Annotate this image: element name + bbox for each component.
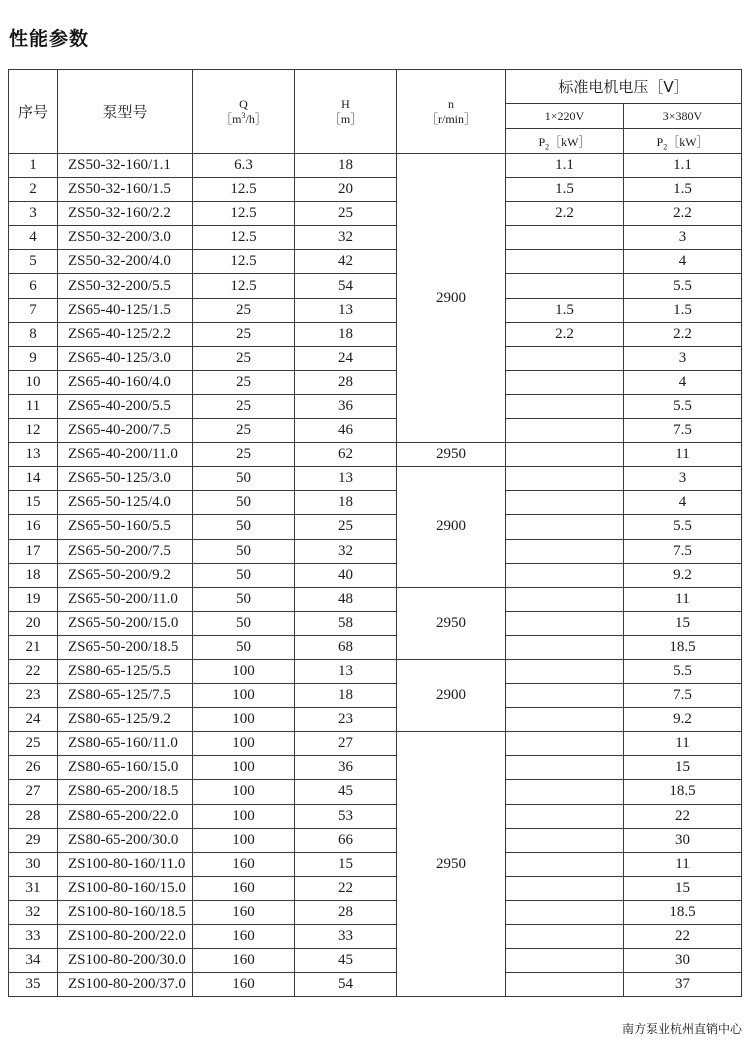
cell-head: 18	[295, 684, 397, 708]
header-voltage-group: 标准电机电压［V］	[506, 70, 742, 104]
cell-model: ZS100-80-200/22.0	[58, 925, 193, 949]
cell-head: 28	[295, 900, 397, 924]
speed-symbol: n	[448, 96, 454, 111]
cell-head: 46	[295, 419, 397, 443]
cell-power-1x220	[506, 394, 624, 418]
cell-power-1x220	[506, 973, 624, 997]
cell-model: ZS80-65-125/9.2	[58, 708, 193, 732]
header-speed	[397, 70, 506, 154]
cell-model: ZS65-40-125/2.2	[58, 322, 193, 346]
cell-seq: 32	[9, 900, 58, 924]
cell-flow: 12.5	[193, 250, 295, 274]
cell-power-1x220	[506, 587, 624, 611]
table-row	[9, 732, 742, 756]
cell-power-1x220	[506, 708, 624, 732]
cell-flow: 25	[193, 419, 295, 443]
cell-speed: 2950	[397, 443, 506, 467]
cell-model: ZS65-50-200/15.0	[58, 611, 193, 635]
cell-power-3x380: 15	[624, 611, 742, 635]
cell-flow: 160	[193, 852, 295, 876]
cell-flow: 50	[193, 491, 295, 515]
table-row	[9, 684, 742, 708]
table-row	[9, 828, 742, 852]
cell-head: 24	[295, 346, 397, 370]
cell-power-1x220: 1.1	[506, 154, 624, 178]
cell-power-3x380: 7.5	[624, 419, 742, 443]
cell-flow: 100	[193, 659, 295, 683]
cell-power-3x380: 4	[624, 491, 742, 515]
cell-seq: 1	[9, 154, 58, 178]
table-row	[9, 515, 742, 539]
cell-power-3x380: 5.5	[624, 274, 742, 298]
cell-seq: 16	[9, 515, 58, 539]
cell-power-3x380: 18.5	[624, 780, 742, 804]
cell-power-3x380: 3	[624, 226, 742, 250]
cell-model: ZS65-50-125/4.0	[58, 491, 193, 515]
table-row	[9, 876, 742, 900]
cell-seq: 18	[9, 563, 58, 587]
table-row	[9, 804, 742, 828]
cell-seq: 3	[9, 202, 58, 226]
cell-flow: 50	[193, 611, 295, 635]
cell-head: 42	[295, 250, 397, 274]
cell-seq: 7	[9, 298, 58, 322]
cell-seq: 33	[9, 925, 58, 949]
cell-power-3x380: 9.2	[624, 563, 742, 587]
cell-flow: 50	[193, 587, 295, 611]
cell-seq: 17	[9, 539, 58, 563]
cell-model: ZS65-40-200/5.5	[58, 394, 193, 418]
table-row	[9, 973, 742, 997]
page-title: 性能参数	[9, 28, 90, 50]
table-row	[9, 611, 742, 635]
table-row	[9, 635, 742, 659]
cell-seq: 4	[9, 226, 58, 250]
cell-model: ZS65-40-200/7.5	[58, 419, 193, 443]
cell-head: 45	[295, 949, 397, 973]
cell-power-3x380: 37	[624, 973, 742, 997]
cell-model: ZS80-65-125/7.5	[58, 684, 193, 708]
cell-seq: 8	[9, 322, 58, 346]
cell-power-3x380: 5.5	[624, 659, 742, 683]
cell-seq: 14	[9, 467, 58, 491]
cell-speed: 2900	[397, 154, 506, 443]
cell-model: ZS65-40-125/1.5	[58, 298, 193, 322]
cell-head: 53	[295, 804, 397, 828]
cell-power-3x380: 1.1	[624, 154, 742, 178]
cell-power-1x220	[506, 780, 624, 804]
cell-power-1x220: 2.2	[506, 202, 624, 226]
cell-power-3x380: 22	[624, 804, 742, 828]
table-row	[9, 274, 742, 298]
table-row	[9, 419, 742, 443]
cell-head: 25	[295, 515, 397, 539]
cell-flow: 12.5	[193, 202, 295, 226]
cell-seq: 34	[9, 949, 58, 973]
cell-power-1x220	[506, 563, 624, 587]
cell-head: 58	[295, 611, 397, 635]
cell-power-3x380: 11	[624, 732, 742, 756]
table-row	[9, 659, 742, 683]
cell-model: ZS100-80-160/15.0	[58, 876, 193, 900]
cell-flow: 100	[193, 732, 295, 756]
table-row	[9, 370, 742, 394]
header-seq: 序号	[9, 70, 58, 154]
cell-model: ZS65-50-200/18.5	[58, 635, 193, 659]
cell-flow: 50	[193, 467, 295, 491]
cell-power-3x380: 18.5	[624, 635, 742, 659]
cell-power-1x220	[506, 732, 624, 756]
cell-power-1x220	[506, 443, 624, 467]
cell-seq: 30	[9, 852, 58, 876]
cell-model: ZS65-40-200/11.0	[58, 443, 193, 467]
table-row	[9, 298, 742, 322]
cell-head: 62	[295, 443, 397, 467]
cell-seq: 6	[9, 274, 58, 298]
cell-power-1x220	[506, 659, 624, 683]
table-row	[9, 756, 742, 780]
cell-model: ZS50-32-160/1.5	[58, 178, 193, 202]
cell-power-1x220	[506, 684, 624, 708]
table-row	[9, 563, 742, 587]
cell-seq: 2	[9, 178, 58, 202]
cell-flow: 160	[193, 949, 295, 973]
cell-power-1x220	[506, 900, 624, 924]
table-row	[9, 394, 742, 418]
cell-seq: 28	[9, 804, 58, 828]
cell-model: ZS100-80-160/18.5	[58, 900, 193, 924]
cell-flow: 100	[193, 708, 295, 732]
cell-head: 18	[295, 154, 397, 178]
cell-model: ZS80-65-125/5.5	[58, 659, 193, 683]
cell-model: ZS100-80-200/37.0	[58, 973, 193, 997]
cell-model: ZS65-50-125/3.0	[58, 467, 193, 491]
cell-power-3x380: 2.2	[624, 202, 742, 226]
cell-head: 36	[295, 756, 397, 780]
cell-power-1x220	[506, 611, 624, 635]
cell-flow: 160	[193, 973, 295, 997]
cell-model: ZS80-65-160/11.0	[58, 732, 193, 756]
cell-power-1x220	[506, 949, 624, 973]
table-row	[9, 250, 742, 274]
cell-flow: 100	[193, 780, 295, 804]
cell-head: 13	[295, 659, 397, 683]
cell-power-1x220	[506, 804, 624, 828]
cell-seq: 21	[9, 635, 58, 659]
cell-power-3x380: 7.5	[624, 539, 742, 563]
cell-model: ZS50-32-200/4.0	[58, 250, 193, 274]
cell-seq: 25	[9, 732, 58, 756]
cell-head: 28	[295, 370, 397, 394]
cell-seq: 10	[9, 370, 58, 394]
cell-model: ZS50-32-200/3.0	[58, 226, 193, 250]
cell-seq: 19	[9, 587, 58, 611]
head-symbol: H	[341, 96, 350, 111]
cell-seq: 15	[9, 491, 58, 515]
performance-table	[8, 69, 742, 997]
cell-power-3x380: 1.5	[624, 178, 742, 202]
cell-head: 33	[295, 925, 397, 949]
header-model: 泵型号	[58, 70, 193, 154]
head-unit: ［m］	[328, 111, 363, 126]
cell-power-3x380: 7.5	[624, 684, 742, 708]
cell-flow: 100	[193, 756, 295, 780]
table-row	[9, 780, 742, 804]
cell-flow: 12.5	[193, 226, 295, 250]
cell-model: ZS65-50-200/11.0	[58, 587, 193, 611]
cell-power-3x380: 2.2	[624, 322, 742, 346]
table-row	[9, 539, 742, 563]
cell-flow: 12.5	[193, 274, 295, 298]
table-row	[9, 467, 742, 491]
cell-power-3x380: 4	[624, 250, 742, 274]
cell-model: ZS65-50-200/9.2	[58, 563, 193, 587]
cell-power-3x380: 5.5	[624, 515, 742, 539]
cell-seq: 12	[9, 419, 58, 443]
cell-power-3x380: 11	[624, 443, 742, 467]
cell-power-1x220	[506, 226, 624, 250]
cell-head: 23	[295, 708, 397, 732]
cell-speed: 2900	[397, 659, 506, 731]
table-row	[9, 708, 742, 732]
cell-head: 13	[295, 298, 397, 322]
cell-power-3x380: 15	[624, 876, 742, 900]
cell-head: 25	[295, 202, 397, 226]
cell-power-1x220	[506, 250, 624, 274]
cell-head: 18	[295, 322, 397, 346]
cell-head: 36	[295, 394, 397, 418]
cell-power-1x220	[506, 635, 624, 659]
cell-head: 32	[295, 226, 397, 250]
cell-power-1x220	[506, 274, 624, 298]
cell-model: ZS80-65-160/15.0	[58, 756, 193, 780]
table-row	[9, 346, 742, 370]
cell-power-1x220	[506, 419, 624, 443]
cell-model: ZS65-40-125/3.0	[58, 346, 193, 370]
cell-power-3x380: 30	[624, 949, 742, 973]
cell-flow: 50	[193, 515, 295, 539]
cell-flow: 25	[193, 394, 295, 418]
cell-power-3x380: 15	[624, 756, 742, 780]
header-voltage-1x220: 1×220V	[506, 104, 624, 129]
cell-power-3x380: 30	[624, 828, 742, 852]
cell-speed: 2900	[397, 467, 506, 587]
cell-flow: 25	[193, 370, 295, 394]
cell-seq: 24	[9, 708, 58, 732]
cell-flow: 25	[193, 346, 295, 370]
cell-head: 20	[295, 178, 397, 202]
cell-power-3x380: 22	[624, 925, 742, 949]
cell-power-3x380: 4	[624, 370, 742, 394]
cell-power-1x220	[506, 925, 624, 949]
cell-head: 68	[295, 635, 397, 659]
cell-head: 22	[295, 876, 397, 900]
table-row	[9, 900, 742, 924]
cell-seq: 5	[9, 250, 58, 274]
table-row	[9, 154, 742, 178]
header-power-1x220: $P_2[kW]$	[506, 129, 624, 154]
cell-seq: 29	[9, 828, 58, 852]
table-row	[9, 587, 742, 611]
cell-power-3x380: 1.5	[624, 298, 742, 322]
cell-model: ZS100-80-160/11.0	[58, 852, 193, 876]
cell-power-3x380: 11	[624, 587, 742, 611]
cell-power-1x220	[506, 467, 624, 491]
cell-flow: 160	[193, 900, 295, 924]
cell-seq: 9	[9, 346, 58, 370]
table-row	[9, 491, 742, 515]
cell-power-1x220	[506, 491, 624, 515]
table-row	[9, 443, 742, 467]
cell-model: ZS50-32-200/5.5	[58, 274, 193, 298]
cell-head: 45	[295, 780, 397, 804]
cell-flow: 25	[193, 322, 295, 346]
cell-flow: 100	[193, 684, 295, 708]
cell-model: ZS80-65-200/22.0	[58, 804, 193, 828]
cell-power-1x220	[506, 515, 624, 539]
cell-power-3x380: 11	[624, 852, 742, 876]
cell-model: ZS80-65-200/18.5	[58, 780, 193, 804]
cell-seq: 23	[9, 684, 58, 708]
footer-company: 南方泵业杭州直销中心	[621, 1022, 742, 1036]
cell-seq: 26	[9, 756, 58, 780]
cell-power-1x220	[506, 539, 624, 563]
cell-power-1x220: 1.5	[506, 298, 624, 322]
table-row	[9, 178, 742, 202]
cell-model: ZS65-50-160/5.5	[58, 515, 193, 539]
cell-speed: 2950	[397, 732, 506, 997]
header-voltage-3x380: 3×380V	[624, 104, 742, 129]
cell-power-1x220	[506, 852, 624, 876]
cell-model: ZS50-32-160/1.1	[58, 154, 193, 178]
cell-flow: 12.5	[193, 178, 295, 202]
cell-power-3x380: 9.2	[624, 708, 742, 732]
cell-power-1x220	[506, 828, 624, 852]
cell-head: 32	[295, 539, 397, 563]
header-head	[295, 70, 397, 154]
cell-head: 48	[295, 587, 397, 611]
header-power-3x380: $P_2[kW]$	[624, 129, 742, 154]
cell-head: 40	[295, 563, 397, 587]
cell-seq: 13	[9, 443, 58, 467]
cell-head: 27	[295, 732, 397, 756]
cell-seq: 31	[9, 876, 58, 900]
cell-seq: 20	[9, 611, 58, 635]
cell-power-1x220	[506, 876, 624, 900]
cell-flow: 100	[193, 804, 295, 828]
table-row	[9, 202, 742, 226]
cell-power-3x380: 5.5	[624, 394, 742, 418]
cell-model: ZS65-50-200/7.5	[58, 539, 193, 563]
cell-seq: 27	[9, 780, 58, 804]
cell-power-3x380: 3	[624, 467, 742, 491]
cell-flow: 6.3	[193, 154, 295, 178]
cell-flow: 160	[193, 876, 295, 900]
table-row	[9, 226, 742, 250]
cell-head: 13	[295, 467, 397, 491]
cell-model: ZS50-32-160/2.2	[58, 202, 193, 226]
cell-power-1x220	[506, 370, 624, 394]
table-row	[9, 949, 742, 973]
cell-head: 18	[295, 491, 397, 515]
cell-flow: 50	[193, 539, 295, 563]
cell-model: ZS65-40-160/4.0	[58, 370, 193, 394]
cell-head: 54	[295, 274, 397, 298]
cell-speed: 2950	[397, 587, 506, 659]
cell-seq: 22	[9, 659, 58, 683]
flow-unit: $[m^3/h]$	[220, 110, 267, 126]
cell-model: ZS100-80-200/30.0	[58, 949, 193, 973]
cell-power-3x380: 18.5	[624, 900, 742, 924]
cell-power-1x220: 1.5	[506, 178, 624, 202]
cell-power-1x220	[506, 346, 624, 370]
table-row	[9, 322, 742, 346]
speed-unit: ［r/min］	[426, 111, 476, 126]
cell-power-3x380: 3	[624, 346, 742, 370]
cell-flow: 25	[193, 298, 295, 322]
table-row	[9, 925, 742, 949]
table-row	[9, 852, 742, 876]
header-flow	[193, 70, 295, 154]
cell-head: 66	[295, 828, 397, 852]
cell-head: 15	[295, 852, 397, 876]
cell-flow: 100	[193, 828, 295, 852]
cell-model: ZS80-65-200/30.0	[58, 828, 193, 852]
cell-flow: 50	[193, 635, 295, 659]
cell-flow: 25	[193, 443, 295, 467]
cell-power-1x220	[506, 756, 624, 780]
cell-seq: 11	[9, 394, 58, 418]
cell-flow: 50	[193, 563, 295, 587]
cell-seq: 35	[9, 973, 58, 997]
cell-power-1x220: 2.2	[506, 322, 624, 346]
cell-head: 54	[295, 973, 397, 997]
flow-symbol: Q	[239, 96, 248, 111]
cell-flow: 160	[193, 925, 295, 949]
